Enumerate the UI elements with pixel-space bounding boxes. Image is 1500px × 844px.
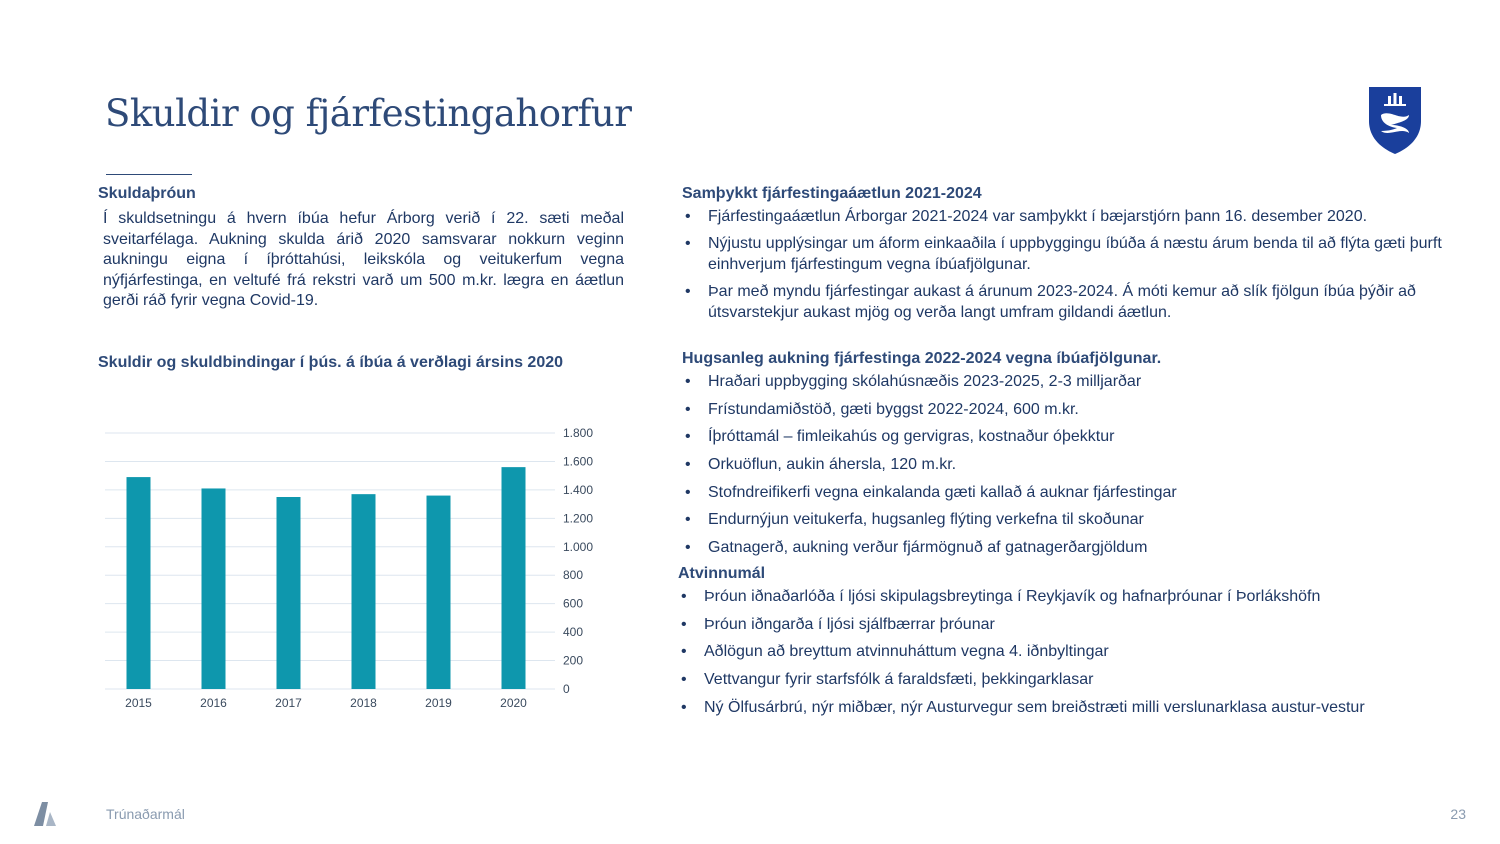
debt-development-heading: Skuldaþróun: [98, 185, 196, 202]
possible-investment-increase-list: [682, 371, 1442, 558]
x-tick-label: 2018: [350, 696, 377, 710]
y-tick-label: 1.800: [563, 426, 594, 440]
y-tick-label: 400: [563, 625, 584, 640]
list-item: • Orkuöflun, aukin áhersla, 120 m.kr.: [682, 454, 1442, 475]
y-tick-label: 0: [563, 682, 570, 696]
bar-2016: [202, 488, 226, 689]
list-item: • Stofndreifikerfi vegna einkalanda gæti kallað á auknar fjárfestingar: [682, 482, 1442, 503]
debt-development-section: [98, 185, 624, 312]
list-item: • Vettvangur fyrir starfsfólk á faraldsfæti, þekkingarklasar: [678, 669, 1442, 690]
list-item: • Hraðari uppbygging skólahúsnæðis 2023-2025, 2-3 milljarðar: [682, 371, 1442, 392]
x-tick-label: 2019: [425, 696, 452, 710]
x-tick-label: 2020: [500, 696, 527, 710]
bar-2018: [352, 494, 376, 689]
approved-investment-plan-list: [682, 206, 1442, 323]
bar-2017: [277, 497, 301, 689]
list-item: • Þar með myndu fjárfestingar aukast á árunum 2023-2024. Á móti kemur að slík fjölgun íbúa þýðir að útsvarstekjur aukast mjög og verða langt umfram gildandi áætlun.: [682, 281, 1442, 323]
list-item: • Ný Ölfusárbrú, nýr miðbær, nýr Austurvegur sem breiðstræti milli verslunarklasa austur-vestur: [678, 697, 1442, 718]
bar-2015: [127, 477, 151, 689]
approved-investment-plan-heading: Samþykkt fjárfestingaáætlun 2021-2024: [682, 185, 982, 202]
chart-title: Skuldir og skuldbindingar í þús. á íbúa á verðlagi ársins 2020: [98, 354, 564, 371]
debt-development-paragraph: Í skuldsetningu á hvern íbúa hefur Árborg verið í 22. sæti meðal sveitarfélaga. Aukning skulda árið 2020 samsvarar nokkurn veginn aukningu eigna í íþróttahúsi, leikskóla og veitukerfum vegna nýfjárfestinga, en veltufé frá rekstri varð um 500 m.kr. lægra en áætlun gerði ráð fyrir vegna Covid-19.: [103, 210, 624, 309]
y-tick-label: 1.400: [563, 482, 594, 497]
list-item: • Frístundamiðstöð, gæti byggst 2022-2024, 600 m.kr.: [682, 399, 1442, 420]
bar-2020: [502, 467, 526, 689]
y-tick-label: 800: [563, 568, 584, 583]
y-tick-label: 200: [563, 653, 584, 668]
y-tick-label: 1.200: [563, 511, 594, 526]
list-item: • Íþróttamál – fimleikahús og gervigras, kostnaður óþekktur: [682, 426, 1442, 447]
company-logo-icon: [34, 802, 56, 826]
debt-per-resident-bar-chart: [100, 420, 620, 720]
employment-heading: Atvinnumál: [678, 564, 766, 582]
list-item: • Gatnagerð, aukning verður fjármögnuð af gatnagerðargjöldum: [682, 537, 1442, 558]
x-tick-label: 2016: [200, 696, 227, 710]
list-item: • Aðlögun að breyttum atvinnuháttum vegna 4. iðnbyltingar: [678, 641, 1442, 662]
page-number: 23: [1450, 806, 1466, 822]
title-underline: [106, 174, 192, 175]
bar-2019: [427, 496, 451, 689]
y-tick-label: 1.000: [563, 539, 594, 554]
x-tick-label: 2017: [275, 696, 302, 710]
y-tick-label: 600: [563, 596, 584, 611]
confidential-label: Trúnaðarmál: [106, 806, 185, 822]
right-column: [678, 185, 1442, 724]
list-item: • Fjárfestingaáætlun Árborgar 2021-2024 var samþykkt í bæjarstjórn þann 16. desember 2020.: [682, 206, 1442, 227]
list-item: • Nýjustu upplýsingar um áform einkaaðila í uppbyggingu íbúða á næstu árum benda til að flýta gæti þurft einhverjum fjárfestingum vegna íbúafjölgunar.: [682, 233, 1442, 275]
arborg-crest-logo: [1367, 85, 1423, 155]
y-tick-label: 1.600: [563, 454, 594, 469]
employment-list: [678, 586, 1442, 718]
list-item: • Endurnýjun veitukerfa, hugsanleg flýting verkefna til skoðunar: [682, 509, 1442, 530]
list-item: • Þróun iðnaðarlóða í ljósi skipulagsbreytinga í Reykjavík og hafnarþróunar í Þorlákshöfn: [678, 586, 1442, 607]
list-item: • Þróun iðngarða í ljósi sjálfbærrar þróunar: [678, 614, 1442, 635]
possible-investment-increase-heading: Hugsanleg aukning fjárfestinga 2022-2024 vegna íbúafjölgunar.: [682, 350, 1162, 367]
page-title: Skuldir og fjárfestingahorfur: [105, 92, 632, 135]
x-tick-label: 2015: [125, 696, 152, 710]
